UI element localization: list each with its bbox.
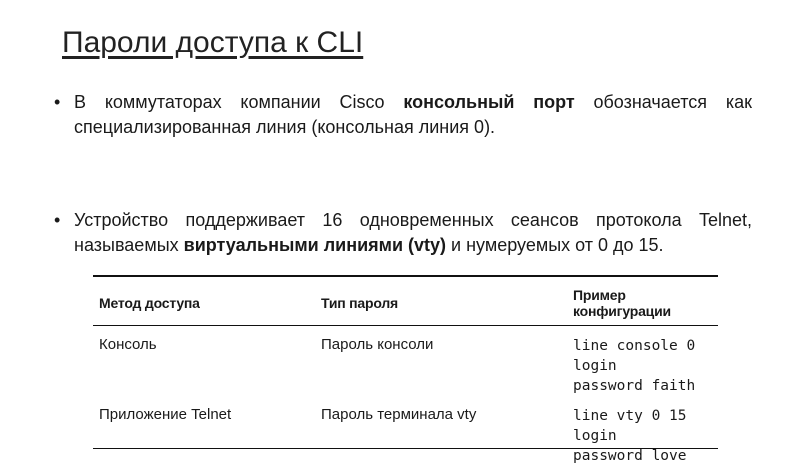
bullet-text-start: В коммутаторах компании Cisco [74,92,404,112]
cell-method: Приложение Telnet [99,406,232,423]
header-access-method: Метод доступа [93,277,315,326]
bullet-marker: • [54,210,61,230]
bullet-bold-term: виртуальными линиями (vty) [183,235,447,255]
header-config-example: Пример конфигурации [567,277,718,326]
table-row [93,396,718,466]
bullet-text-end: и нумеруемых от 0 до 15. [446,235,664,255]
cell-password-type: Пароль терминала vty [321,406,477,423]
bullet-text-start: Устройство поддерживает 16 одновременных сеансов протокола Telnet, называемых [74,210,752,255]
cell-password-type: Пароль консоли [321,336,434,353]
bullet-text-end: обозначается как специализированная линия (консольная линия 0). [74,92,752,137]
cell-method: Консоль [99,336,157,353]
slide-title: Пароли доступа к CLI [62,26,364,59]
cell-config: line console 0 login password faith [573,338,696,394]
bullet-marker: • [54,92,61,112]
header-password-type: Тип пароля [315,277,567,326]
bullet-bold-term: консольный порт [403,92,575,112]
bullet-vty-lines [52,208,752,266]
table-header-row [93,277,718,326]
bullet-console-port [52,90,752,140]
cell-config: line vty 0 15 login password love [573,408,687,464]
table-row [93,326,718,397]
access-methods-table [93,275,718,464]
